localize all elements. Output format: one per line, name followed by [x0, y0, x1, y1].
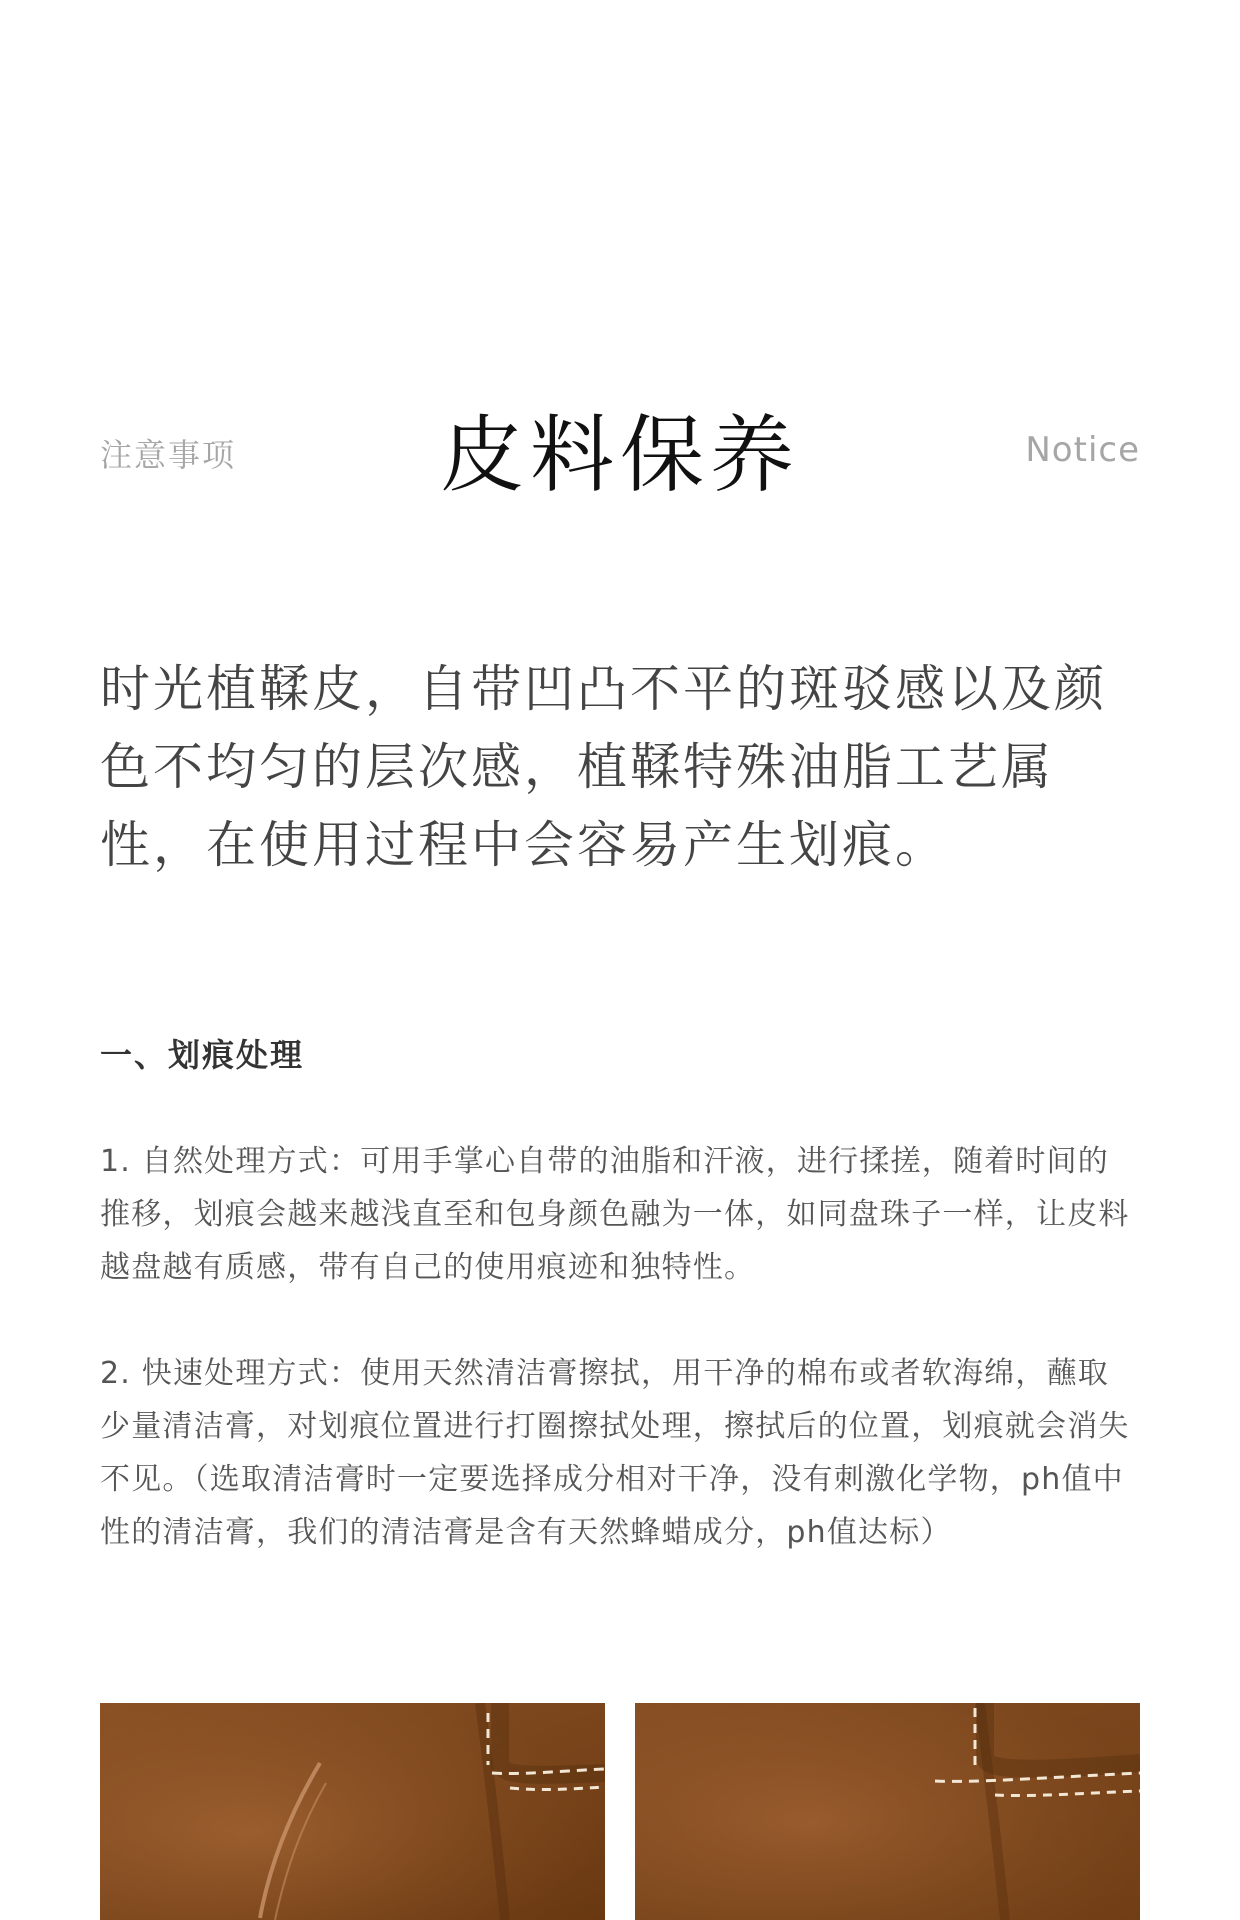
page-header [100, 400, 1140, 510]
comparison-photos [100, 1703, 1140, 1920]
intro-paragraph: 时光植鞣皮，自带凹凸不平的斑驳感以及颜色不均匀的层次感，植鞣特殊油脂工艺属性，在使用过程中会容易产生划痕。 [100, 660, 1107, 874]
page-title: 皮料保养 [439, 406, 800, 504]
method-quick-paragraph: 2. 快速处理方式：使用天然清洁膏擦拭，用干净的棉布或者软海绵，蘸取少量清洁膏，对划痕位置进行打圈擦拭处理，擦拭后的位置，划痕就会消失不见。（选取清洁膏时一定要选择成分相对干净，没有刺激化学物，ph值中性的清洁膏，我们的清洁膏是含有天然蜂蜡成分，ph值达标） [100, 1356, 1130, 1550]
leather-photo-after [635, 1703, 1140, 1920]
leather-before-illustration [100, 1703, 605, 1920]
header-subtitle-cn: 注意事项 [100, 436, 237, 474]
method-natural-paragraph: 1. 自然处理方式：可用手掌心自带的油脂和汗液，进行揉搓，随着时间的推移，划痕会越来越浅直至和包身颜色融为一体，如同盘珠子一样，让皮料越盘越有质感，带有自己的使用痕迹和独特性。 [100, 1144, 1130, 1285]
leather-after-illustration [635, 1703, 1140, 1920]
section-heading: 一、划痕处理 [100, 1036, 305, 1074]
header-subtitle-en: Notice [1025, 430, 1140, 470]
leather-photo-before [100, 1703, 605, 1920]
